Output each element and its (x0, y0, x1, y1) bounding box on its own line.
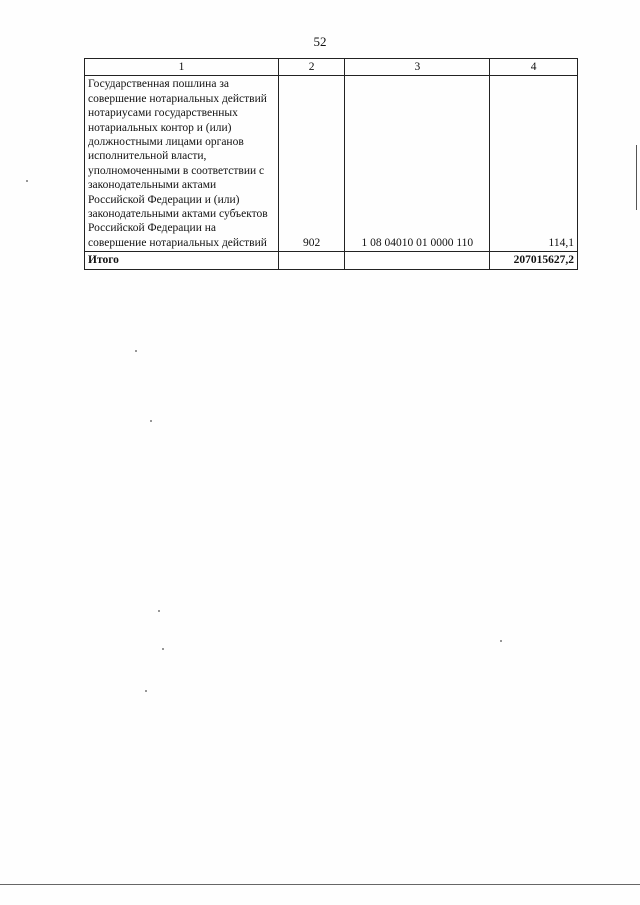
total-row (85, 252, 578, 269)
budget-code-cell: 1 08 04010 01 0000 110 (345, 76, 490, 252)
scan-speck (150, 420, 152, 422)
total-label: Итого (85, 252, 279, 269)
column-header-1: 1 (85, 59, 279, 76)
scan-speck (145, 690, 147, 692)
budget-table (84, 58, 578, 270)
amount-cell: 114,1 (490, 76, 578, 252)
scan-speck (162, 648, 164, 650)
column-header-4: 4 (490, 59, 578, 76)
income-name-cell: Государственная пошлина за совершение нотариальных действий нотариусами государственных нотариальных контор и (или) должностными лицами органов исполнительной власти, уполномоченными в соответствии с законодательными актами Российской Федерации и (или) законодательными актами субъектов Российской Федерации на совершение нотариальных действий (85, 76, 279, 252)
scan-speck (500, 640, 502, 642)
page-number: 52 (313, 34, 327, 49)
table-row (85, 76, 578, 252)
scan-speck (135, 350, 137, 352)
column-header-2: 2 (278, 59, 345, 76)
admin-code-cell: 902 (278, 76, 345, 252)
scan-speck (158, 610, 160, 612)
total-empty-cell-2 (278, 252, 345, 269)
table-header-row (85, 59, 578, 76)
scan-edge-right (636, 145, 637, 210)
scan-edge-bottom (0, 884, 640, 885)
total-amount: 207015627,2 (490, 252, 578, 269)
total-empty-cell-3 (345, 252, 490, 269)
scan-speck (26, 180, 28, 182)
column-header-3: 3 (345, 59, 490, 76)
